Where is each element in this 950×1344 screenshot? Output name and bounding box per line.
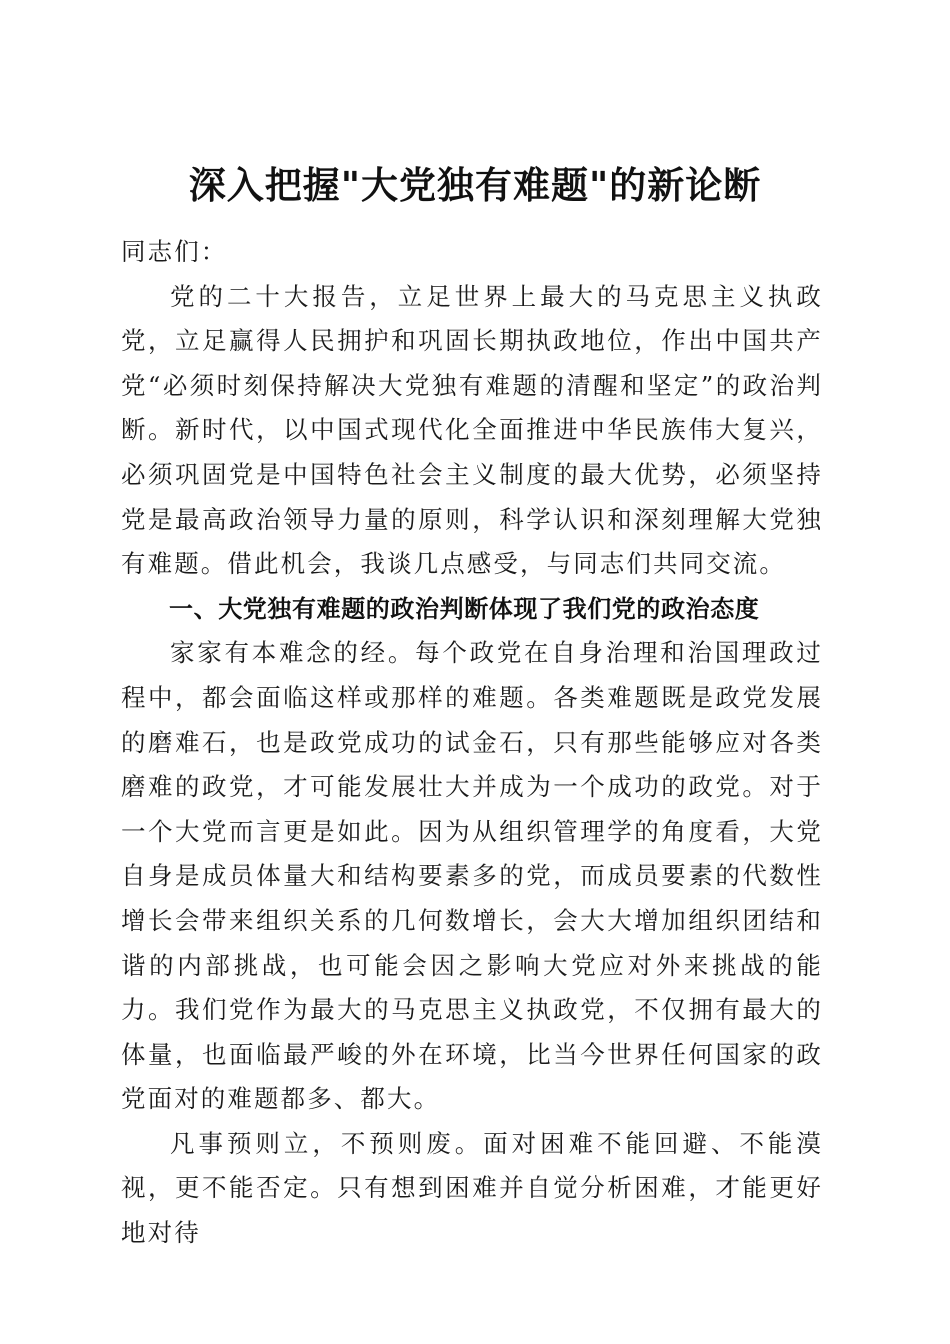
section-paragraph: 凡事预则立，不预则废。面对困难不能回避、不能漠视，更不能否定。只有想到困难并自觉分析困难，才能更好地对待 (121, 1128, 823, 1248)
salutation: 同志们： (121, 237, 228, 266)
section-paragraph: 家家有本难念的经。每个政党在自身治理和治国理政过程中，都会面临这样或那样的难题。各类难题既是政党发展的磨难石，也是政党成功的试金石，只有那些能够应对各类磨难的政党，才可能发展壮大并成为一个成功的政党。对于一个大党而言更是如此。因为从组织管理学的角度看，大党自身是成员体量大和结构要素多的党，而成员要素的代数性增长会带来组织关系的几何数增长，会大大增加组织团结和谐的内部挑战，也可能会因之影响大党应对外来挑战的能力。我们党作为最大的马克思主义执政党，不仅拥有最大的体量，也面临最严峻的外在环境，比当今世界任何国家的政党面对的难题都多、都大。 (121, 638, 823, 1114)
section-heading: 一、大党独有难题的政治判断体现了我们党的政治态度 (169, 594, 760, 623)
intro-paragraph: 党的二十大报告，立足世界上最大的马克思主义执政党，立足赢得人民拥护和巩固长期执政地位，作出中国共产党“必须时刻保持解决大党独有难题的清醒和坚定”的政治判断。新时代，以中国式现代化全面推进中华民族伟大复兴，必须巩固党是中国特色社会主义制度的最大优势，必须坚持党是最高政治领导力量的原则，科学认识和深刻理解大党独有难题。借此机会，我谈几点感受，与同志们共同交流。 (121, 281, 823, 579)
document-body (121, 230, 823, 1256)
document-title: 深入把握"大党独有难题"的新论断 (188, 162, 762, 207)
